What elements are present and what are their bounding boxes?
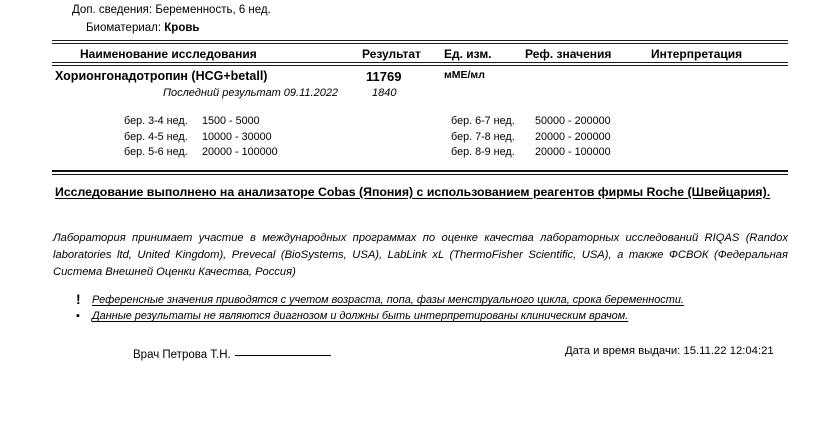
issue-datetime [565, 345, 774, 357]
reference-range: 1500 - 5000 [202, 115, 260, 127]
extra-info-line [72, 3, 271, 17]
signature-line [235, 345, 331, 356]
reference-range: 20000 - 100000 [535, 146, 611, 158]
biomaterial-line [86, 21, 200, 35]
biomaterial-label: Биоматериал: [86, 22, 162, 34]
previous-result-value: 1840 [372, 87, 397, 99]
column-header-result: Результат [362, 47, 421, 61]
analyzer-note: Исследование выполнено на анализаторе Cobas (Япония) с использованием реагентов фирмы Roche (Швейцария). [55, 185, 771, 199]
reference-row [124, 145, 278, 161]
table-top-rule [52, 40, 788, 44]
reference-row [124, 114, 278, 130]
disclaimer-text: Референсные значения приводятся с учетом возраста, попа, фазы менструального цикла, срока беременности. [92, 294, 684, 306]
test-result-value: 11769 [366, 69, 402, 84]
disclaimer-item [76, 308, 776, 324]
test-name: Хорионгонадотропин (HCG+betall) [55, 69, 268, 83]
column-header-unit: Ед. изм. [444, 47, 492, 61]
table-header-rule [52, 62, 788, 66]
column-header-reference: Реф. значения [525, 47, 612, 61]
disclaimer-item [76, 292, 776, 308]
quality-programs-paragraph: Лаборатория принимает участие в международных программах по оценке качества лабораторных исследований RIQAS (Randox laboratories ltd, United Kingdom), Prevecal (BioSystems, USA), LabLink xL (ThermoFisher Scientific, USA), а также ФСВОК (Федеральная Система Внешней Оценки Качества, Россия) [53, 232, 788, 278]
doctor-name: Врач Петрова Т.Н. [133, 349, 231, 361]
reference-range: 20000 - 200000 [535, 130, 611, 143]
issue-date-value: 15.11.22 12:04:21 [683, 345, 774, 357]
exclamation-icon: ! [76, 291, 81, 307]
reference-range: 10000 - 30000 [202, 130, 272, 143]
column-header-interpretation: Интерпретация [651, 47, 743, 61]
previous-result-label: Последний результат 09.11.2022 [163, 87, 339, 99]
reference-week: бер. 4-5 нед. [124, 130, 188, 143]
reference-week: бер. 3-4 нед. [124, 115, 188, 127]
reference-week: бер. 6-7 нед. [451, 115, 515, 127]
doctor-signature-area [133, 345, 331, 361]
disclaimer-text: Данные результаты не являются диагнозом и должны быть интерпретированы клиническим врачом. [92, 310, 629, 322]
reference-row [124, 130, 278, 146]
reference-week: бер. 8-9 нед. [451, 146, 515, 158]
issue-date-label: Дата и время выдачи: [565, 345, 681, 357]
biomaterial-value: Кровь [164, 22, 200, 34]
reference-ranges-right [451, 114, 611, 161]
reference-range: 50000 - 200000 [535, 115, 611, 127]
extra-info-label: Доп. сведения: [72, 4, 153, 16]
reference-week: бер. 5-6 нед. [124, 146, 188, 158]
test-unit: мМЕ/мл [444, 69, 485, 81]
table-bottom-rule [52, 170, 788, 175]
reference-row [451, 114, 611, 130]
reference-week: бер. 7-8 нед. [451, 130, 515, 143]
reference-row [451, 145, 611, 161]
disclaimer-block [76, 292, 776, 324]
column-header-name: Наименование исследования [80, 47, 257, 61]
reference-range: 20000 - 100000 [202, 146, 278, 158]
square-bullet-icon: ▪ [76, 310, 80, 322]
reference-row [451, 130, 611, 146]
extra-info-value: Беременность, 6 нед. [155, 4, 271, 16]
reference-ranges-left [124, 114, 278, 161]
